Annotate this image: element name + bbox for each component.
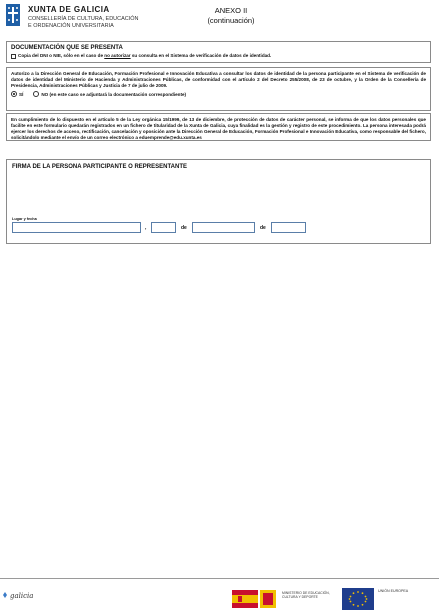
xunta-cross-logo-icon (6, 4, 20, 26)
documentation-section (6, 41, 431, 63)
doc-item-suffix: su consulta en el Sistema de verificación de datos de identidad. (131, 53, 272, 58)
annex-subtitle: (continuación) (207, 15, 255, 25)
comma-separator: , (145, 225, 147, 231)
de-separator-2: de (260, 225, 266, 231)
eu-flag-icon (342, 588, 374, 610)
eu-text: UNIÓN EUROPEA (378, 589, 409, 593)
document-header (6, 4, 436, 38)
day-input[interactable] (151, 222, 176, 233)
spain-ministry-logo (232, 588, 332, 610)
documentation-title: DOCUMENTACIÓN QUE SE PRESENTA (11, 45, 123, 51)
footer-divider (0, 578, 439, 579)
eu-logo (342, 588, 437, 612)
spain-ministry-text: MINISTERIO DE EDUCACIÓN, CULTURA Y DEPORTE (282, 591, 330, 600)
authorize-yes-label: SÍ (19, 91, 24, 97)
dept-line-1: CONSELLERÍA DE CULTURA, EDUCACIÓN (28, 16, 139, 22)
place-input[interactable] (12, 222, 141, 233)
documentation-item (7, 51, 430, 59)
authorize-no-label: NO (en este caso se adjuntará la documentación correspondiente) (41, 91, 187, 97)
authorize-no-radio[interactable] (33, 91, 39, 97)
signature-title: FIRMA DE LA PERSONA PARTICIPANTE O REPRESENTANTE (12, 164, 188, 170)
data-protection-text: En cumplimiento de lo dispuesto en el artículo 5 de la Ley orgánica 15/1999, de 13 de diciembre, de protección de datos de carácter personal, se informa de que los datos personales que facilite en este formulario quedarán registrados en un fichero de titularidad de la Xunta de Galicia, cuya finalidad es la gestión y registro de este procedimiento. La persona interesada podrá ejercer los derechos de acceso, rectificación, cancelación y oposición ante la Dirección General de Educación, Formación Profesional e Innovación Educativa, como responsable del fichero, solicitándolo mediante el envío de un correo electrónico a eduemprende@edu.xunta.es (11, 117, 426, 140)
doc-item-no-authorize: no autorizar (104, 53, 131, 58)
signature-section (6, 159, 431, 244)
place-date-label: Lugar y fecha (12, 217, 37, 221)
org-name: XUNTA DE GALICIA (28, 5, 110, 14)
year-input[interactable] (271, 222, 306, 233)
data-protection-section (6, 113, 431, 141)
annex-heading (196, 6, 266, 25)
authorization-options (11, 91, 426, 97)
annex-title: ANEXO II (214, 6, 248, 15)
authorization-section (6, 67, 431, 111)
dept-line-2: E ORDENACIÓN UNIVERSITARIA (28, 23, 114, 29)
galicia-logo: galicia (10, 592, 34, 600)
galicia-mark-icon (3, 592, 7, 598)
authorize-yes-radio[interactable] (11, 91, 17, 97)
doc-item-prefix: Copia del DNI o NIE, sólo en el caso de (18, 53, 104, 58)
month-input[interactable] (192, 222, 255, 233)
de-separator-1: de (181, 225, 187, 231)
authorization-text: Autorizo a la Dirección General de Educación, Formación Profesional e Innovación Educativa a consultar los datos de identidad de la persona participante en el Sistema de verificación de datos de identidad del Ministerio de Hacienda y Administraciones Públicas, de conformidad con el artículo 2 del Decreto 255/2008, de 23 de octubre, y la Orden de la Consellería de Presidencia, Administraciones Públicas y Justicia de 7 de julio de 2009. (11, 71, 426, 88)
dni-copy-checkbox[interactable] (11, 54, 16, 59)
